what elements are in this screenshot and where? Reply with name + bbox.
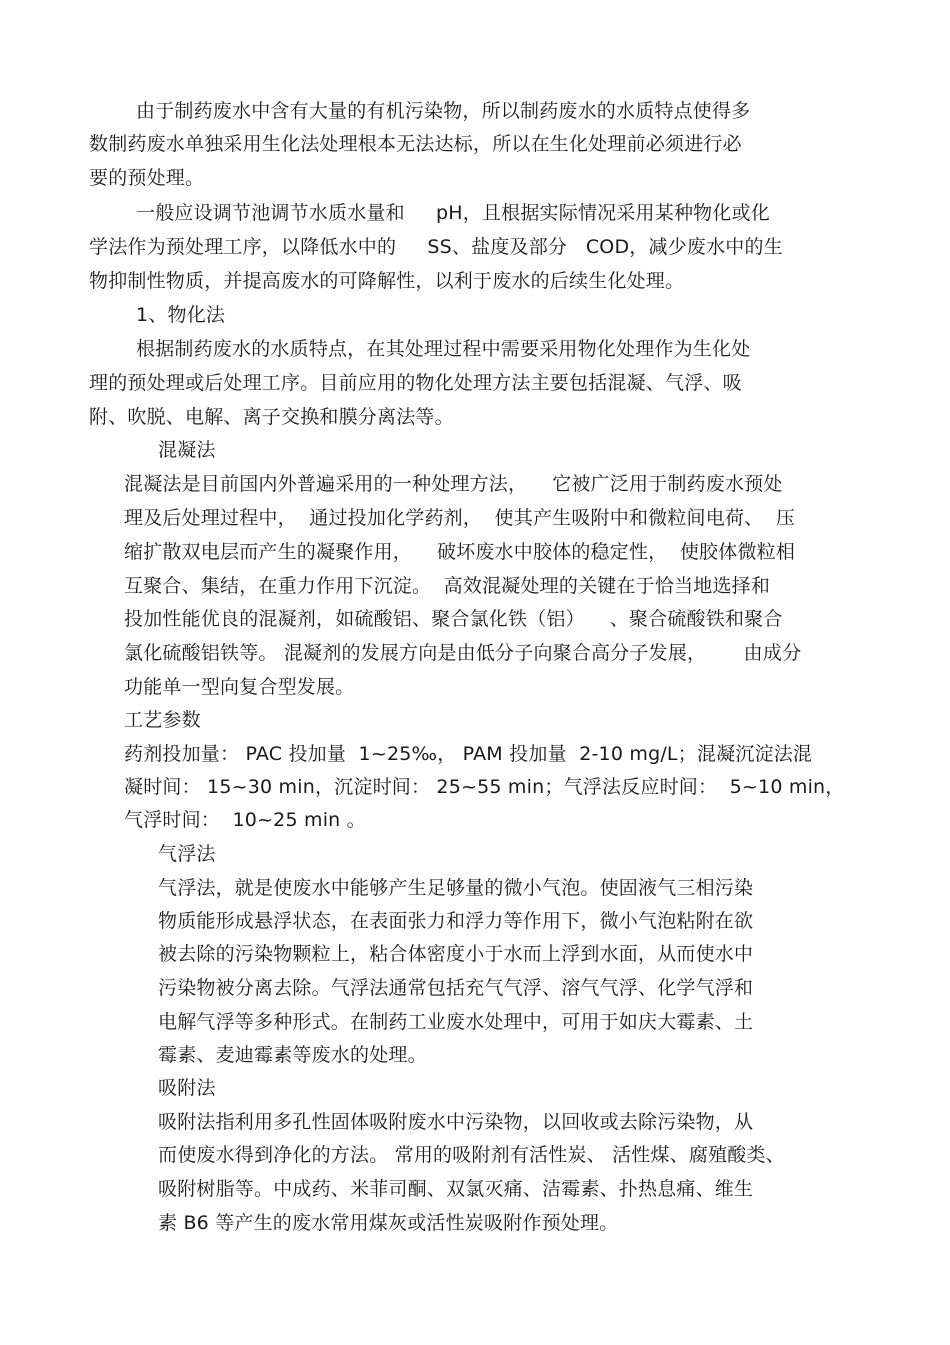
text-line: 学法作为预处理工序，以降低水中的 SS、盐度及部分 COD，减少废水中的生 bbox=[89, 236, 783, 258]
subsection-heading: 工艺参数 bbox=[124, 709, 201, 731]
text-line: 混凝法是目前国内外普遍采用的一种处理方法， 它被广泛用于制药废水预处 bbox=[124, 473, 783, 495]
text-line: 吸附法指利用多孔性固体吸附废水中污染物，以回收或去除污染物，从 bbox=[158, 1111, 754, 1133]
text-line: 气浮时间： 10~25 min 。 bbox=[124, 809, 366, 831]
text-line: 由于制药废水中含有大量的有机污染物，所以制药废水的水质特点使得多 bbox=[136, 100, 751, 122]
text-line: 一般应设调节池调节水质水量和 pH，且根据实际情况采用某种物化或化 bbox=[136, 202, 770, 224]
text-line: 附、吹脱、电解、离子交换和膜分离法等。 bbox=[89, 406, 454, 428]
text-line: 数制药废水单独采用生化法处理根本无法达标，所以在生化处理前必须进行必 bbox=[89, 133, 742, 155]
subsection-heading: 吸附法 bbox=[158, 1077, 216, 1099]
subsection-heading: 混凝法 bbox=[158, 439, 216, 461]
text-line: 凝时间： 15~30 min，沉淀时间： 25~55 min；气浮法反应时间： 5~10 min， bbox=[124, 776, 845, 798]
text-line: 互聚合、集结，在重力作用下沉淀。 高效混凝处理的关键在于恰当地选择和 bbox=[124, 575, 771, 597]
text-line: 根据制药废水的水质特点，在其处理过程中需要采用物化处理作为生化处 bbox=[136, 338, 751, 360]
text-line: 物质能形成悬浮状态，在表面张力和浮力等作用下，微小气泡粘附在欲 bbox=[158, 910, 754, 932]
text-line: 理的预处理或后处理工序。目前应用的物化处理方法主要包括混凝、气浮、吸 bbox=[89, 372, 742, 394]
text-line: 电解气浮等多种形式。在制药工业废水处理中，可用于如庆大霉素、土 bbox=[158, 1011, 754, 1033]
text-line: 药剂投加量： PAC 投加量 1~25‰， PAM 投加量 2-10 mg/L；混凝沉淀法混 bbox=[124, 743, 813, 765]
text-line: 投加性能优良的混凝剂，如硫酸铝、聚合氯化铁（铝） 、聚合硫酸铁和聚合 bbox=[124, 608, 783, 630]
text-line: 功能单一型向复合型发展。 bbox=[124, 676, 355, 698]
section-heading: 1、物化法 bbox=[136, 304, 226, 326]
text-line: 理及后处理过程中， 通过投加化学药剂， 使其产生吸附中和微粒间电荷、 压 bbox=[124, 507, 796, 529]
text-line: 物抑制性物质，并提高废水的可降解性，以利于废水的后续生化处理。 bbox=[89, 270, 685, 292]
text-line: 素 B6 等产生的废水常用煤灰或活性炭吸附作预处理。 bbox=[158, 1212, 619, 1234]
text-line: 而使废水得到净化的方法。 常用的吸附剂有活性炭、 活性煤、腐殖酸类、 bbox=[158, 1144, 785, 1166]
text-line: 缩扩散双电层而产生的凝聚作用， 破坏废水中胶体的稳定性， 使胶体微粒相 bbox=[124, 541, 796, 563]
subsection-heading: 气浮法 bbox=[158, 843, 216, 865]
text-line: 氯化硫酸铝铁等。 混凝剂的发展方向是由低分子向聚合高分子发展， 由成分 bbox=[124, 642, 802, 664]
text-line: 污染物被分离去除。气浮法通常包括充气气浮、溶气气浮、化学气浮和 bbox=[158, 977, 754, 999]
text-line: 吸附树脂等。中成药、米菲司酮、双氯灭痛、洁霉素、扑热息痛、维生 bbox=[158, 1178, 754, 1200]
text-line: 气浮法，就是使废水中能够产生足够量的微小气泡。使固液气三相污染 bbox=[158, 877, 754, 899]
text-line: 被去除的污染物颗粒上，粘合体密度小于水而上浮到水面，从而使水中 bbox=[158, 943, 754, 965]
text-line: 要的预处理。 bbox=[89, 167, 205, 189]
text-line: 霉素、麦迪霉素等废水的处理。 bbox=[158, 1044, 427, 1066]
